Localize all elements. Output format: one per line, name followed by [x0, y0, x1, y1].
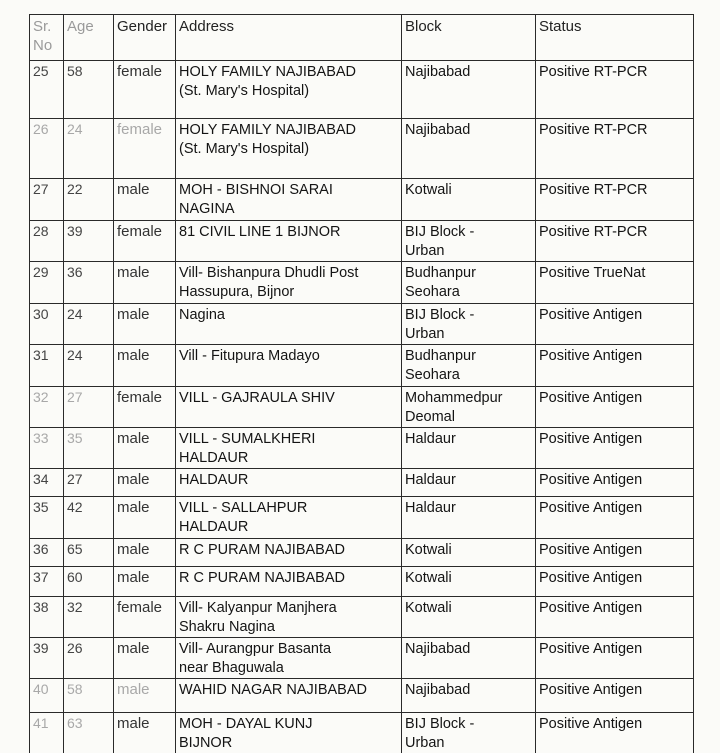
table-row [30, 497, 694, 539]
cell-address [176, 567, 402, 597]
table-row [30, 304, 694, 345]
cell-age: 22 [64, 179, 114, 221]
cell-address [176, 713, 402, 753]
cell-sr-no: 40 [30, 679, 64, 713]
cell-status: Positive Antigen [536, 638, 694, 679]
address-line: 81 CIVIL LINE 1 BIJNOR [179, 224, 341, 240]
block-line: Seohara [405, 284, 460, 300]
block-line: Budhanpur [405, 265, 476, 281]
table-row [30, 469, 694, 497]
cell-block [402, 304, 536, 345]
patient-table [29, 14, 694, 753]
cell-status: Positive Antigen [536, 387, 694, 428]
cell-address [176, 428, 402, 469]
block-line: Urban [405, 243, 445, 259]
cell-gender: male [114, 304, 176, 345]
cell-address [176, 345, 402, 387]
cell-age: 42 [64, 497, 114, 539]
cell-status: Positive Antigen [536, 497, 694, 539]
cell-sr-no: 39 [30, 638, 64, 679]
cell-sr-no: 37 [30, 567, 64, 597]
cell-address [176, 497, 402, 539]
table-row [30, 262, 694, 304]
cell-status: Positive RT-PCR [536, 179, 694, 221]
cell-age: 60 [64, 567, 114, 597]
cell-block [402, 428, 536, 469]
cell-block [402, 221, 536, 262]
block-line: Najibabad [405, 122, 471, 138]
cell-gender: female [114, 61, 176, 119]
block-line: Kotwali [405, 600, 452, 616]
cell-gender: male [114, 428, 176, 469]
cell-status: Positive Antigen [536, 345, 694, 387]
address-line: Vill - Fitupura Madayo [179, 348, 320, 364]
block-line: Haldaur [405, 500, 456, 516]
block-line: BIJ Block - [405, 307, 475, 323]
address-line: NAGINA [179, 201, 235, 217]
cell-status: Positive Antigen [536, 597, 694, 638]
address-line: HOLY FAMILY NAJIBABAD [179, 64, 357, 80]
cell-address [176, 387, 402, 428]
cell-sr-no: 33 [30, 428, 64, 469]
table-row [30, 61, 694, 119]
cell-age: 65 [64, 539, 114, 567]
cell-status: Positive RT-PCR [536, 221, 694, 262]
address-line: R C PURAM NAJIBABAD [179, 570, 345, 586]
cell-age: 24 [64, 119, 114, 179]
cell-gender: male [114, 713, 176, 753]
cell-status: Positive Antigen [536, 428, 694, 469]
cell-address [176, 597, 402, 638]
address-line: Hassupura, Bijnor [179, 284, 295, 300]
cell-age: 32 [64, 597, 114, 638]
cell-gender: male [114, 679, 176, 713]
table-row [30, 539, 694, 567]
cell-age: 27 [64, 387, 114, 428]
cell-gender: male [114, 345, 176, 387]
cell-block [402, 387, 536, 428]
header-sr-no: Sr. No [30, 15, 64, 61]
header-block: Block [402, 15, 536, 61]
cell-address [176, 179, 402, 221]
address-line: HALDAUR [179, 519, 249, 535]
cell-gender: male [114, 539, 176, 567]
cell-gender: female [114, 387, 176, 428]
cell-address [176, 262, 402, 304]
cell-age: 58 [64, 679, 114, 713]
cell-age: 39 [64, 221, 114, 262]
block-line: Urban [405, 735, 445, 751]
address-line: Shakru Nagina [179, 619, 275, 635]
header-age: Age [64, 15, 114, 61]
block-line: Haldaur [405, 431, 456, 447]
cell-sr-no: 29 [30, 262, 64, 304]
cell-block [402, 539, 536, 567]
table-row [30, 345, 694, 387]
cell-status: Positive RT-PCR [536, 119, 694, 179]
block-line: Kotwali [405, 542, 452, 558]
address-line: VILL - GAJRAULA SHIV [179, 390, 335, 406]
cell-sr-no: 41 [30, 713, 64, 753]
cell-address [176, 119, 402, 179]
cell-gender: male [114, 497, 176, 539]
cell-sr-no: 26 [30, 119, 64, 179]
cell-sr-no: 28 [30, 221, 64, 262]
table-row [30, 119, 694, 179]
cell-gender: male [114, 638, 176, 679]
address-line: VILL - SUMALKHERI [179, 431, 316, 447]
cell-sr-no: 36 [30, 539, 64, 567]
address-line: WAHID NAGAR NAJIBABAD [179, 682, 367, 698]
cell-sr-no: 35 [30, 497, 64, 539]
cell-block [402, 567, 536, 597]
cell-address [176, 61, 402, 119]
address-line: (St. Mary's Hospital) [179, 141, 310, 157]
block-line: Kotwali [405, 570, 452, 586]
cell-address [176, 679, 402, 713]
cell-address [176, 469, 402, 497]
address-line: Nagina [179, 307, 225, 323]
block-line: Najibabad [405, 64, 471, 80]
address-line: Vill- Aurangpur Basanta [179, 641, 332, 657]
address-line: HALDAUR [179, 472, 249, 488]
cell-status: Positive TrueNat [536, 262, 694, 304]
header-row [30, 15, 694, 61]
cell-age: 35 [64, 428, 114, 469]
cell-block [402, 179, 536, 221]
cell-block [402, 345, 536, 387]
cell-status: Positive RT-PCR [536, 61, 694, 119]
cell-age: 63 [64, 713, 114, 753]
address-line: BIJNOR [179, 735, 233, 751]
address-line: (St. Mary's Hospital) [179, 83, 310, 99]
cell-gender: male [114, 469, 176, 497]
table-row [30, 638, 694, 679]
cell-sr-no: 32 [30, 387, 64, 428]
cell-age: 27 [64, 469, 114, 497]
cell-sr-no: 31 [30, 345, 64, 387]
cell-sr-no: 27 [30, 179, 64, 221]
cell-status: Positive Antigen [536, 304, 694, 345]
cell-gender: male [114, 567, 176, 597]
block-line: Najibabad [405, 682, 471, 698]
cell-address [176, 221, 402, 262]
table-row [30, 567, 694, 597]
cell-address [176, 638, 402, 679]
header-status: Status [536, 15, 694, 61]
cell-gender: male [114, 262, 176, 304]
header-gender: Gender [114, 15, 176, 61]
block-line: BIJ Block - [405, 716, 475, 732]
cell-gender: female [114, 597, 176, 638]
cell-sr-no: 34 [30, 469, 64, 497]
block-line: Urban [405, 326, 445, 342]
cell-gender: female [114, 119, 176, 179]
cell-status: Positive Antigen [536, 679, 694, 713]
cell-sr-no: 30 [30, 304, 64, 345]
table-row [30, 387, 694, 428]
address-line: VILL - SALLAHPUR [179, 500, 308, 516]
table-row [30, 428, 694, 469]
cell-address [176, 304, 402, 345]
cell-block [402, 497, 536, 539]
block-line: Kotwali [405, 182, 452, 198]
cell-address [176, 539, 402, 567]
cell-block [402, 119, 536, 179]
block-line: Seohara [405, 367, 460, 383]
address-line: HOLY FAMILY NAJIBABAD [179, 122, 357, 138]
cell-gender: female [114, 221, 176, 262]
table-body [30, 61, 694, 753]
address-line: MOH - BISHNOI SARAI [179, 182, 333, 198]
block-line: Haldaur [405, 472, 456, 488]
cell-sr-no: 25 [30, 61, 64, 119]
address-line: near Bhaguwala [179, 660, 284, 676]
cell-block [402, 679, 536, 713]
cell-status: Positive Antigen [536, 469, 694, 497]
table-row [30, 597, 694, 638]
cell-age: 36 [64, 262, 114, 304]
cell-age: 58 [64, 61, 114, 119]
cell-sr-no: 38 [30, 597, 64, 638]
cell-block [402, 713, 536, 753]
cell-status: Positive Antigen [536, 539, 694, 567]
block-line: Najibabad [405, 641, 471, 657]
address-line: Vill- Kalyanpur Manjhera [179, 600, 337, 616]
cell-block [402, 638, 536, 679]
block-line: BIJ Block - [405, 224, 475, 240]
table-row [30, 179, 694, 221]
cell-block [402, 469, 536, 497]
cell-age: 24 [64, 304, 114, 345]
cell-age: 24 [64, 345, 114, 387]
cell-status: Positive Antigen [536, 713, 694, 753]
cell-block [402, 262, 536, 304]
address-line: HALDAUR [179, 450, 249, 466]
table-row [30, 713, 694, 753]
address-line: MOH - DAYAL KUNJ [179, 716, 313, 732]
cell-status: Positive Antigen [536, 567, 694, 597]
cell-block [402, 61, 536, 119]
table-row [30, 221, 694, 262]
address-line: R C PURAM NAJIBABAD [179, 542, 345, 558]
block-line: Mohammedpur [405, 390, 503, 406]
address-line: Vill- Bishanpura Dhudli Post [179, 265, 359, 281]
block-line: Deomal [405, 409, 455, 425]
block-line: Budhanpur [405, 348, 476, 364]
table-row [30, 679, 694, 713]
header-address: Address [176, 15, 402, 61]
cell-block [402, 597, 536, 638]
cell-age: 26 [64, 638, 114, 679]
cell-gender: male [114, 179, 176, 221]
